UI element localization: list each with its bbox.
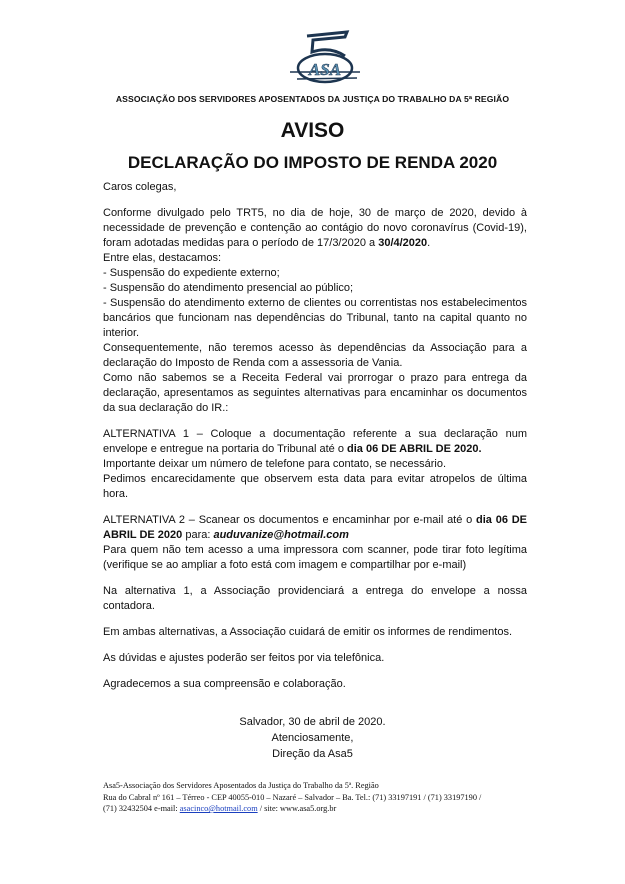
text: (71) 32432504 e-mail: [103,804,180,813]
paragraph: Em ambas alternativas, a Associação cuidará de emitir os informes de rendimentos. [103,626,513,638]
bullet: - Suspensão do atendimento presencial ao público; [103,282,354,294]
signature-block [0,714,625,762]
paragraph: Consequentemente, não teremos acesso às dependências da Associação para a declaração do Imposto de Renda com a assessoria de Vania. [103,342,527,369]
footer [103,780,625,815]
paragraph: Como não sabemos se a Receita Federal vai prorrogar o prazo para entrega da declaração, apresentamos as seguintes alternativas para encaminhar os documentos da sua declaração do IR.: [103,372,527,414]
text: para: [182,529,214,541]
signer: Direção da Asa5 [272,748,353,760]
email-address: auduvanize@hotmail.com [213,529,349,541]
page-subtitle: DECLARAÇÃO DO IMPOSTO DE RENDA 2020 [127,153,498,172]
letter-body [103,180,527,692]
paragraph: Pedimos encarecidamente que observem esta data para evitar atropelos de última hora. [103,473,527,500]
paragraph: Entre elas, destacamos: [103,252,222,264]
text: Conforme divulgado pelo TRT5, no dia de hoje, 30 de março de 2020, devido à necessidade de prevenção e contenção ao contágio do novo coronavírus (Covid-19), foram adotadas medidas para o período de 17/3/2020 a [103,207,527,249]
bullet: - Suspensão do expediente externo; [103,267,280,279]
end-date: 30/4/2020 [378,237,428,249]
alternative-1 [103,427,527,457]
footer-line: Rua do Cabral nº 161 – Térreo - CEP 40055-010 – Nazaré – Salvador – Ba. Tel.: (71) 33197191 / (71) 33197190 / [103,792,482,802]
closing: Atenciosamente, [271,732,354,744]
svg-text:ASA: ASA [308,60,342,79]
paragraph [103,206,527,251]
footer-line: Asa5-Associação dos Servidores Aposentados da Justiça do Trabalho da 5ª. Região [103,781,379,790]
bullet: - Suspensão do atendimento externo de clientes ou correntistas nos estabelecimentos bancários que funcionam nas dependências do Tribunal, tanto na capital quanto no interior. [103,297,527,339]
text: ALTERNATIVA 2 – Scanear os documentos e encaminhar por e-mail até o [103,514,477,526]
deadline: dia 06 DE ABRIL DE 2020. [347,443,482,455]
email-link[interactable]: asacinco@hotmail.com [179,804,258,813]
paragraph: Para quem não tem acesso a uma impressora com scanner, pode tirar foto legítima (verifique se ao ampliar a foto está com imagem e compartilhar por e-mail) [103,544,527,571]
text: . [427,237,431,249]
place-date: Salvador, 30 de abril de 2020. [239,716,386,728]
paragraph: Agradecemos a sua compreensão e colaboração. [103,678,346,690]
page-title: AVISO [280,119,345,142]
alternative-2 [103,513,527,543]
paragraph: As dúvidas e ajustes poderão ser feitos por via telefônica. [103,652,385,664]
organization-name: ASSOCIAÇÃO DOS SERVIDORES APOSENTADOS DA JUSTIÇA DO TRABALHO DA 5ª REGIÃO [115,94,510,104]
footer-line [103,803,625,815]
paragraph: Na alternativa 1, a Associação providenciará a entrega do envelope a nossa contadora. [103,585,527,612]
deadline: dia 06 DE ABRIL DE 2020 [103,514,527,541]
paragraph: Importante deixar um número de telefone para contato, se necessário. [103,458,447,470]
text: ALTERNATIVA 1 – Coloque a documentação referente a sua declaração num envelope e entregue na portaria do Tribunal até o [103,428,527,455]
text: / site: www.asa5.org.br [257,804,337,813]
greeting: Caros colegas, [103,181,177,193]
